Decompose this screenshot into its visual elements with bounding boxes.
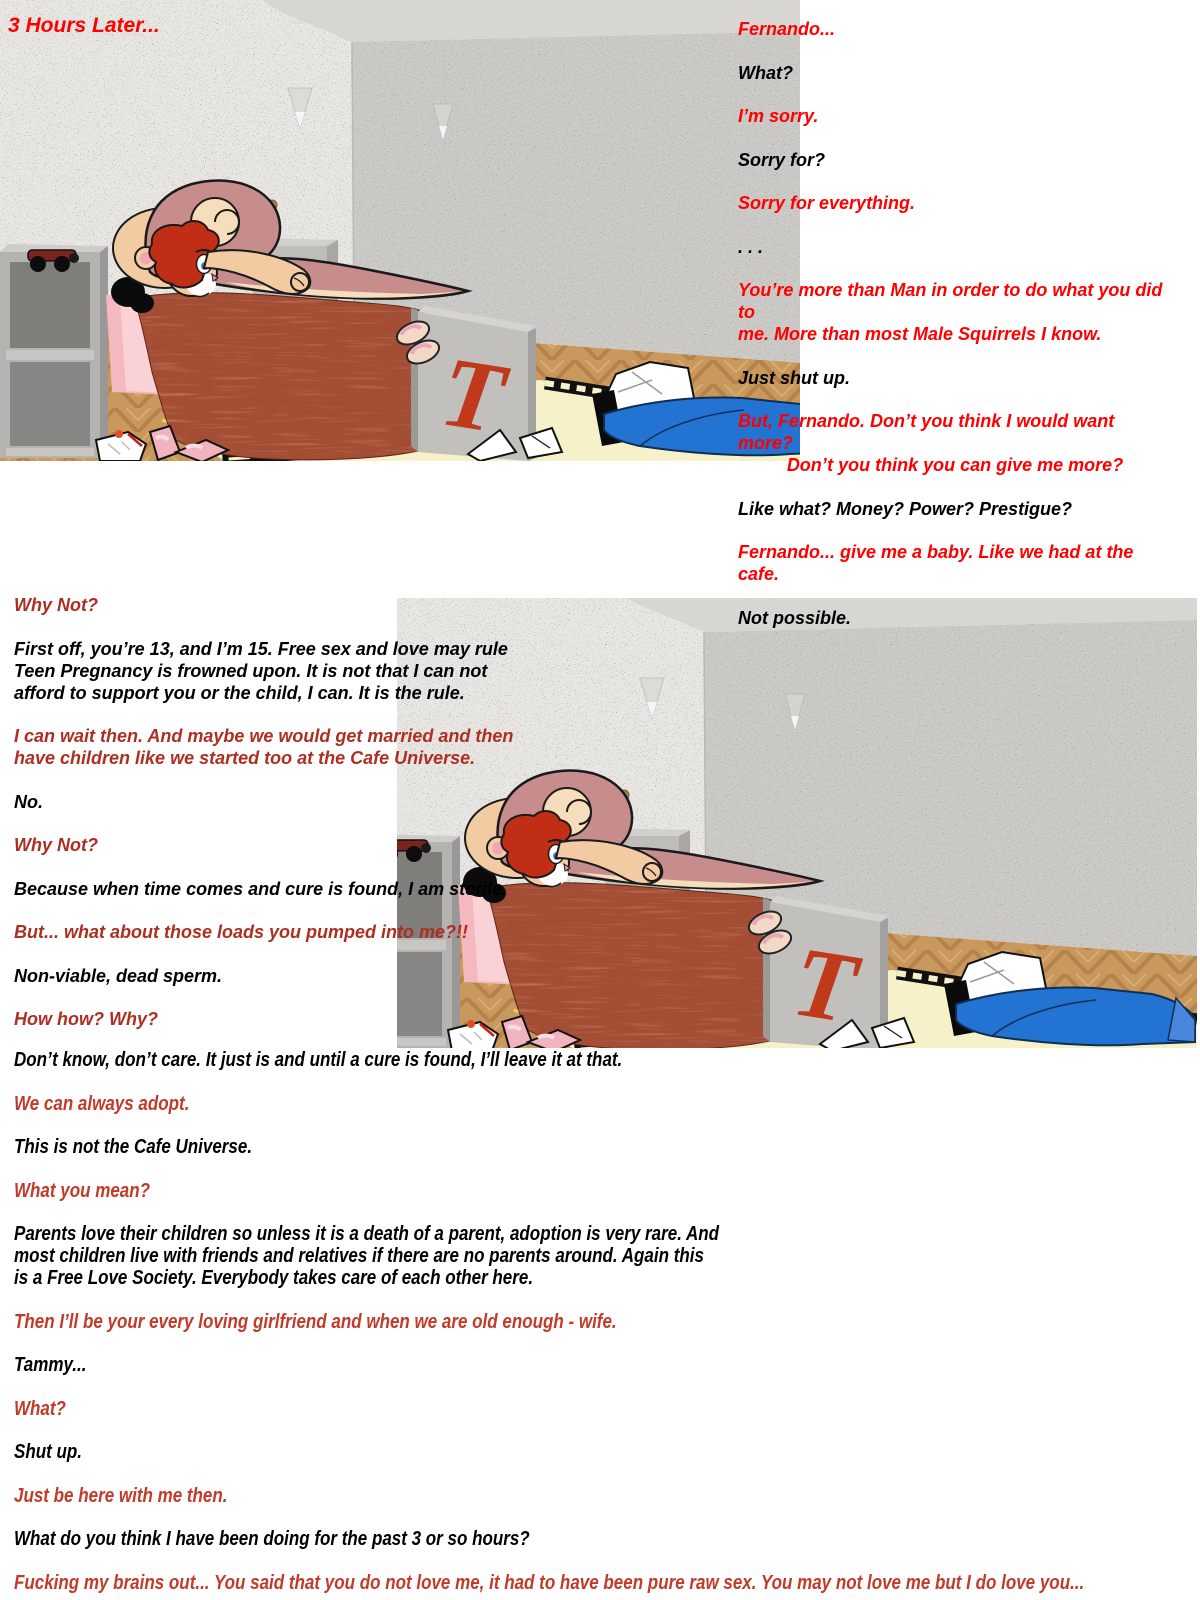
dialogue-line: Shut up. (14, 1441, 82, 1463)
dialogue-column-left-upper (14, 594, 774, 1052)
dialogue-line: Why Not? (14, 595, 98, 615)
caption-3-hours-later: 3 Hours Later... (8, 14, 160, 37)
dialogue-line: But... what about those loads you pumped into me?!! (14, 922, 468, 942)
dialogue-line: No. (14, 791, 43, 812)
dialogue-line: We can always adopt. (14, 1092, 190, 1115)
dialogue-line: Don’t know, don’t care. It just is and until a cure is found, I’ll leave it at that. (14, 1049, 623, 1071)
dialogue-line: This is not the Cafe Universe. (14, 1136, 253, 1158)
dialogue-line: . . . (738, 236, 764, 257)
dialogue-line: First off, you’re 13, and I’m 15. Free sex and love may rule Teen Pregnancy is frowned upon. It is not that I can not afford to support you or the child, I can. It is the rule. (14, 638, 508, 703)
dialogue-line: Why Not? (14, 835, 98, 855)
dialogue-line: Just shut up. (738, 367, 850, 388)
dialogue-line: Then I’ll be your every loving girlfriend and when we are old enough - wife. (14, 1310, 617, 1333)
dialogue-line: Sorry for? (738, 149, 826, 170)
dialogue-line: Like what? Money? Power? Prestigue? (738, 498, 1073, 519)
dialogue-line: How how? Why? (14, 1009, 158, 1029)
dialogue-line: Because when time comes and cure is found, I am sterile. (14, 878, 508, 899)
panel-1-illustration (0, 0, 800, 461)
dialogue-line: I can wait then. And maybe we would get married and then have children like we started too at the Cafe Universe. (14, 726, 514, 768)
dialogue-line: What you mean? (14, 1179, 151, 1202)
dialogue-line: What? (14, 1397, 66, 1420)
dialogue-line: You’re more than Man in order to do what you did to me. More than most Male Squirrels I know. (738, 280, 1163, 344)
dialogue-line: Non-viable, dead sperm. (14, 965, 223, 986)
dialogue-line: Just be here with me then. (14, 1484, 228, 1507)
dialogue-line: Tammy... (14, 1354, 87, 1376)
dialogue-line: Not possible. (738, 607, 852, 628)
dialogue-line: Fucking my brains out... You said that you do not love me, it had to have been pure raw sex. You may not love me but I do love you... (14, 1571, 1085, 1594)
dialogue-line: Sorry for everything. (738, 193, 916, 213)
dialogue-column-right (738, 18, 1172, 650)
dialogue-line: What? (738, 62, 793, 83)
dialogue-line: Parents love their children so unless it is a death of a parent, adoption is very rare. And most children live with friends and relatives if there are no parents around. Again this is a Free Love Society. Everybody takes care of each other here. (14, 1223, 720, 1289)
dialogue-line: Fernando... give me a baby. Like we had at the cafe. (738, 542, 1134, 584)
dialogue-column-left-lower (14, 1049, 1174, 1600)
dialogue-line: But, Fernando. Don’t you think I would want more? Don’t you think you can give me more? (738, 411, 1124, 475)
dialogue-line: Fernando... (738, 19, 836, 39)
dialogue-line: What do you think I have been doing for the past 3 or so hours? (14, 1528, 530, 1550)
dialogue-line: I’m sorry. (738, 106, 819, 126)
